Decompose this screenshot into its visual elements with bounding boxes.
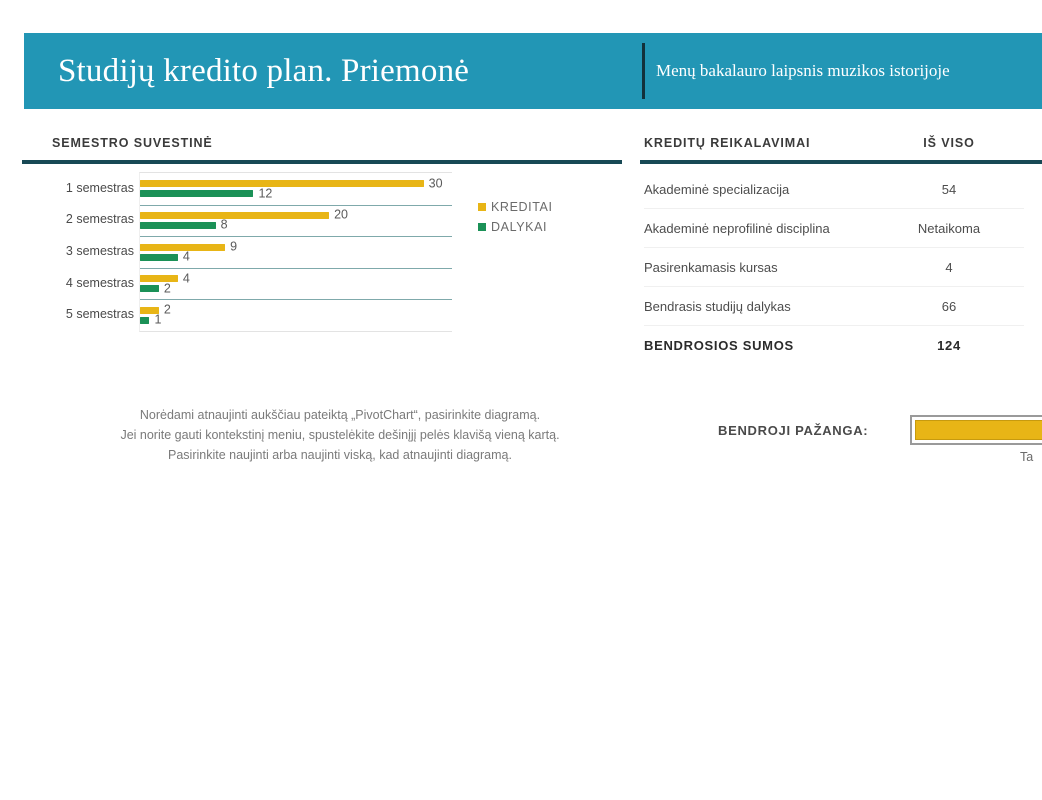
chart-category-axis (40, 172, 138, 332)
left-section-rule (22, 160, 622, 164)
chart-gridline (140, 268, 452, 269)
chart-bar-value: 20 (334, 207, 348, 222)
instructions-text (40, 405, 640, 465)
legend-label: KREDITAI (491, 200, 553, 214)
semester-summary-chart[interactable] (40, 172, 452, 332)
chart-gridline (140, 205, 452, 206)
requirement-value: 4 (945, 259, 953, 275)
requirements-totals-row (644, 326, 1024, 364)
chart-bar-value: 12 (258, 186, 273, 201)
chart-bar-subjects[interactable] (140, 317, 149, 324)
legend-item[interactable] (478, 220, 553, 234)
overall-progress-fill (915, 420, 1042, 440)
chart-gridline (140, 299, 452, 300)
overall-progress-caption: Ta (1020, 450, 1034, 464)
left-section-header (52, 132, 213, 154)
table-row (644, 170, 1024, 209)
title-block (24, 33, 642, 109)
requirement-value: 124 (937, 337, 961, 353)
requirement-name: Bendrasis studijų dalykas (644, 298, 791, 314)
chart-bar-value: 2 (163, 302, 171, 317)
chart-bar-credits[interactable] (140, 212, 329, 219)
chart-legend (478, 200, 553, 240)
table-row (644, 209, 1024, 248)
requirement-name: Pasirenkamasis kursas (644, 259, 778, 275)
overall-progress-label: BENDROJI PAŽANGA: (718, 423, 869, 438)
chart-bar-subjects[interactable] (140, 285, 159, 292)
overall-progress-bar (910, 415, 1042, 445)
requirement-name: Akademinė neprofilinė disciplina (644, 220, 830, 236)
chart-bar-subjects[interactable] (140, 254, 178, 261)
chart-bar-credits[interactable] (140, 275, 178, 282)
requirement-value: Netaikoma (917, 220, 981, 236)
chart-bar-credits[interactable] (140, 180, 424, 187)
legend-item[interactable] (478, 200, 553, 214)
legend-swatch-icon (478, 223, 486, 231)
chart-bar-value: 8 (220, 217, 228, 232)
requirement-value: 66 (941, 298, 957, 314)
chart-bar-subjects[interactable] (140, 222, 216, 229)
instructions-line-3: Pasirinkite naujinti arba naujinti viską, kad atnaujinti diagramą. (168, 448, 512, 462)
right-section-title: KREDITŲ REIKALAVIMAI (644, 136, 811, 150)
chart-bar-subjects[interactable] (140, 190, 253, 197)
chart-bar-value: 9 (230, 239, 238, 254)
chart-category-label: 1 semestras (65, 180, 134, 195)
chart-bar-value: 30 (428, 176, 443, 191)
instructions-line-2: Jei norite gauti kontekstinį meniu, spustelėkite dešinįjį pelės klavišą vieną kartą. (120, 428, 560, 442)
chart-bar-value: 4 (182, 249, 190, 264)
chart-plot-area[interactable] (139, 172, 452, 332)
subtitle-divider (642, 43, 645, 99)
chart-gridline (140, 236, 452, 237)
chart-bar-value: 4 (182, 270, 190, 285)
overall-progress-block (700, 410, 1042, 470)
chart-category-label: 3 semestras (65, 244, 134, 258)
chart-category-label: 5 semestras (65, 307, 134, 322)
requirement-name: BENDROSIOS SUMOS (644, 337, 794, 353)
header-banner (24, 33, 1042, 109)
right-section-total-header: IŠ VISO (923, 136, 975, 150)
credit-requirements-table (644, 170, 1042, 364)
requirement-value: 54 (941, 181, 957, 197)
right-section-header (644, 132, 1042, 154)
chart-category-label: 4 semestras (65, 275, 134, 290)
table-row (644, 248, 1024, 287)
legend-label: DALYKAI (491, 220, 548, 234)
chart-bar-value: 2 (163, 280, 171, 295)
page-title: Studijų kredito plan. Priemonė (58, 52, 470, 89)
chart-bar-value: 1 (154, 312, 162, 327)
page-subtitle: Menų bakalauro laipsnis muzikos istorijoje (656, 60, 950, 80)
right-section-rule (640, 160, 1042, 164)
instructions-line-1: Norėdami atnaujinti aukščiau pateiktą „PivotChart“, pasirinkite diagramą. (139, 408, 541, 422)
table-row (644, 287, 1024, 326)
legend-swatch-icon (478, 203, 486, 211)
chart-category-label: 2 semestras (65, 212, 134, 227)
requirement-name: Akademinė specializacija (644, 181, 790, 197)
left-section-title: SEMESTRO SUVESTINĖ (52, 136, 213, 150)
subtitle-block (642, 33, 1042, 109)
